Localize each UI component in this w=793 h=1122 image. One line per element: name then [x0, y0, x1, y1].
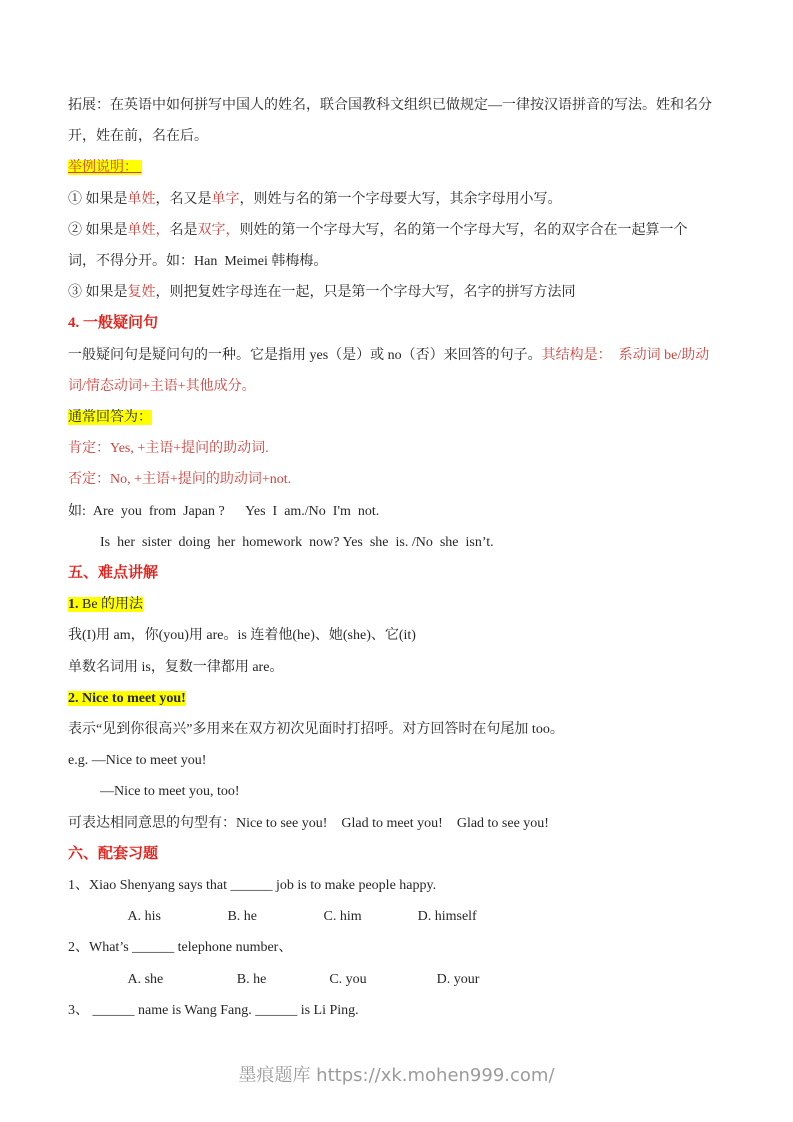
text-segment: 我(I)用 am，你(you)用 are。is 连着他(he)、她(she)、它(it): [68, 628, 416, 644]
text-segment: 如: Are you from Japan ? Yes I am./No I'm not.: [68, 503, 380, 519]
text-segment: ③ 如果是: [68, 285, 128, 301]
text-segment: 单数名词用 is，复数一律都用 are。: [68, 659, 284, 675]
text-segment: 举例说明：: [68, 160, 142, 176]
text-segment: 肯定：Yes, +主语+提问的助动词.: [68, 441, 269, 457]
exercise-options-2: [68, 964, 731, 995]
para-similar-sentences: [68, 808, 731, 839]
footer-watermark: 墨痕题库 https://xk.mohen999.com/: [238, 1065, 555, 1087]
para-affirmative: [68, 433, 731, 464]
text-segment: 1、Xiao Shenyang says that ______ job is to make people happy.: [68, 878, 437, 894]
text-segment: 2. Nice to meet you!: [68, 690, 186, 706]
text-segment: 复姓: [127, 285, 156, 301]
heading-be-usage: [68, 589, 731, 620]
rule-item-2-line2: [68, 246, 731, 277]
exercise-question-1: [68, 870, 731, 901]
text-segment: e.g. —Nice to meet you!: [68, 753, 207, 769]
text-segment: 六、配套习题: [68, 845, 159, 862]
para-extension-line2: [68, 121, 731, 152]
text-segment: 2、What’s ______ telephone number、: [68, 940, 293, 956]
para-example-line1: [68, 496, 731, 527]
text-segment: 一般疑问句是疑问句的一种。它是指用 yes（是）或 no（否）来回答的句子。: [68, 347, 542, 363]
para-general-question-line2: [68, 371, 731, 402]
text-segment: 可表达相同意思的句型有：Nice to see you! Glad to meet you! Glad to see you!: [68, 815, 549, 831]
para-general-question-line1: [68, 340, 731, 371]
heading-difficult-points: [68, 558, 731, 589]
exercise-question-3: [68, 995, 731, 1026]
text-segment: 五、难点讲解: [68, 565, 159, 582]
para-eg-line2: [68, 776, 731, 807]
text-segment: ，名又是: [155, 191, 212, 207]
text-segment: 词，不得分开。如：Han Meimei 韩梅梅。: [68, 254, 328, 270]
exercise-question-2: [68, 932, 731, 963]
text-segment: Is her sister doing her homework now? Yes she is. /No she isn’t.: [100, 534, 494, 550]
text-segment: 拓展：在英语中如何拼写中国人的姓名，联合国教科文组织已做规定—一律按汉语拼音的写法。姓和名分: [68, 98, 712, 113]
para-be-usage-line2: [68, 652, 731, 683]
para-nice-explanation: [68, 714, 731, 745]
rule-item-1: [68, 184, 731, 215]
para-extension-line1: [68, 90, 731, 121]
para-eg-line1: [68, 745, 731, 776]
para-negative: [68, 464, 731, 495]
heading-usual-answers: [68, 402, 731, 433]
text-segment: 单字: [211, 191, 240, 207]
text-segment: 通常回答为：: [68, 410, 152, 426]
heading-examples: [68, 152, 731, 183]
text-segment: 1.: [68, 597, 82, 613]
text-segment: 表示“见到你很高兴”多用来在双方初次见面时打招呼。对方回答时在句尾加 too。: [68, 722, 564, 738]
text-segment: ① 如果是: [68, 191, 128, 207]
heading-nice-to-meet-you: [68, 683, 731, 714]
text-segment: 否定：No, +主语+提问的助动词+not.: [68, 472, 292, 488]
para-be-usage-line1: [68, 620, 731, 651]
heading-exercises: [68, 839, 731, 870]
text-segment: ，则姓与名的第一个字母要大写，其余字母用小写。: [239, 191, 562, 207]
exercise-options-1: [68, 901, 731, 932]
text-segment: 词/情态动词+主语+其他成分。: [68, 378, 256, 394]
text-segment: 3、 ______ name is Wang Fang. ______ is Li Ping.: [68, 1002, 359, 1018]
rule-item-2-line1: [68, 215, 731, 246]
heading-general-question: [68, 308, 731, 339]
text-segment: 则姓的第一个字母大写，名的第一个字母大写，名的双字合在一起算一个: [239, 222, 688, 238]
rule-item-3: [68, 277, 731, 308]
text-segment: 其结构是： 系动词 be/助动: [541, 347, 710, 363]
text-segment: ，则把复姓字母连在一起，只是第一个字母大写，名字的拼写方法同: [155, 285, 576, 301]
text-segment: 开，姓在前，名在后。: [68, 129, 208, 145]
text-segment: 单姓: [127, 191, 156, 207]
text-segment: 双字，: [197, 222, 240, 238]
text-segment: Be 的用法: [82, 597, 144, 613]
text-segment: A. his B. he C. him D. himself: [68, 909, 477, 925]
text-segment: ② 如果是: [68, 222, 128, 238]
text-segment: —Nice to meet you, too!: [100, 784, 240, 800]
text-segment: 4. 一般疑问句: [68, 315, 159, 332]
para-example-line2: [68, 527, 731, 558]
text-segment: 名是: [169, 222, 198, 238]
text-segment: A. she B. he C. you D. your: [68, 971, 480, 987]
text-segment: 单姓，: [127, 222, 170, 238]
